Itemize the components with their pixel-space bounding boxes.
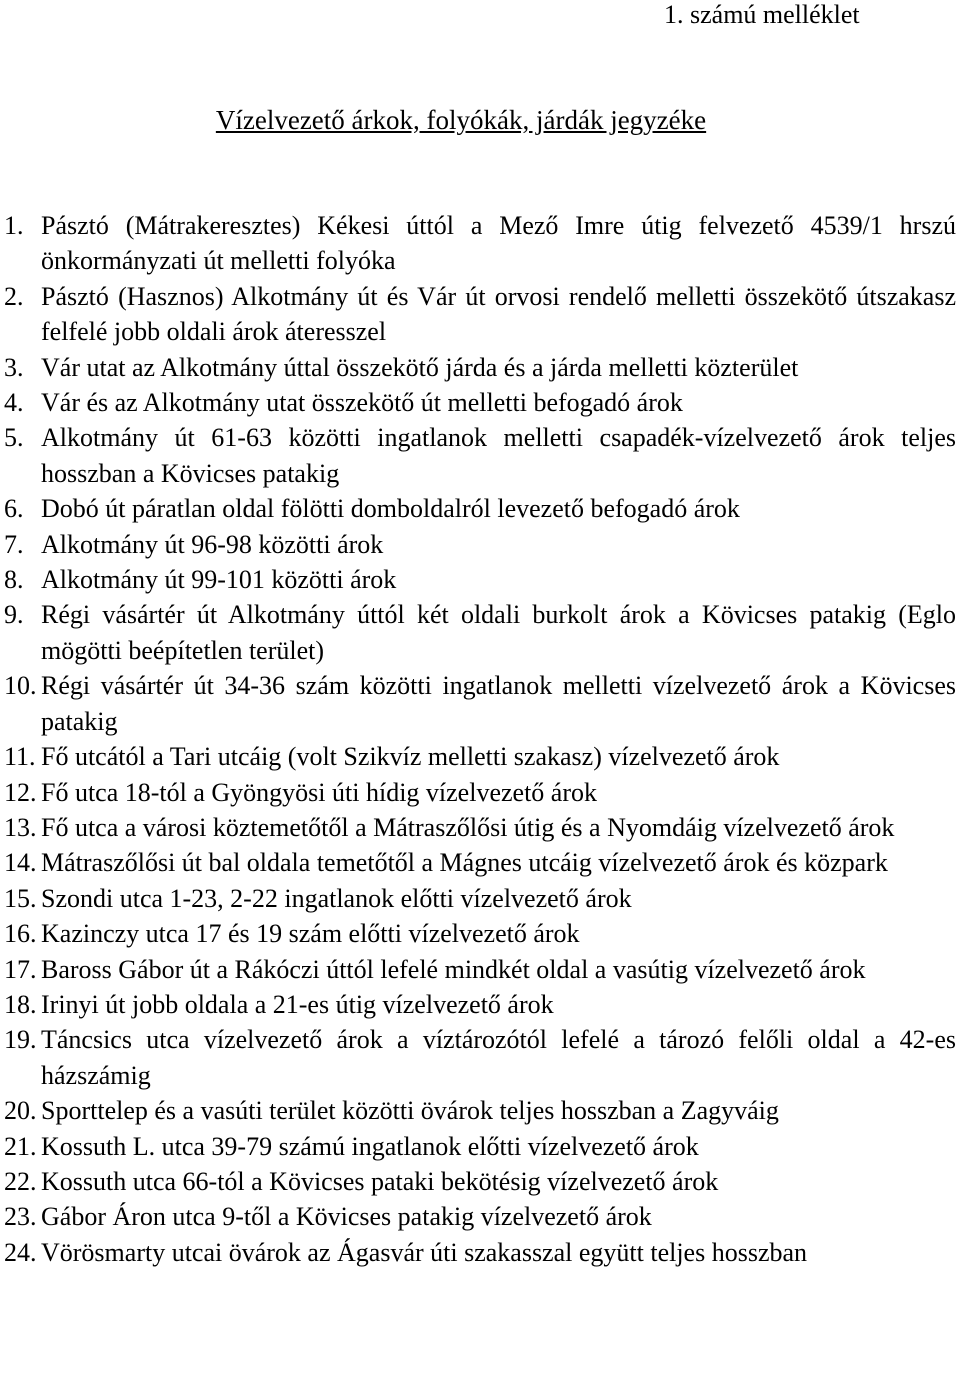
item-text: Fő utca a városi köztemetőtől a Mátraszőlősi útig és a Nyomdáig vízelvezető árok xyxy=(41,812,895,842)
item-text: Mátraszőlősi út bal oldala temetőtől a Mágnes utcáig vízelvezető árok és közpark xyxy=(41,848,888,878)
item-number: 8. xyxy=(4,565,24,595)
annex-label: 1. számú melléklet xyxy=(664,0,860,29)
item-text: Pásztó (Mátrakeresztes) Kékesi úttól a Mező Imre útig felvezető 4539/1 hrszú önkormányzati út melletti folyóka xyxy=(41,211,956,276)
drainage-list xyxy=(4,208,956,1270)
item-number: 13. xyxy=(4,812,37,842)
list-item xyxy=(4,1164,956,1199)
item-text: Fő utca 18-tól a Gyöngyösi úti hídig vízelvezető árok xyxy=(41,777,597,807)
list-item xyxy=(4,916,956,951)
list-item xyxy=(4,1093,956,1128)
list-item xyxy=(4,987,956,1022)
item-number: 23. xyxy=(4,1202,37,1232)
item-number: 12. xyxy=(4,777,37,807)
list-item xyxy=(4,385,956,420)
item-number: 4. xyxy=(4,388,24,418)
item-text: Vörösmarty utcai övárok az Ágasvár úti szakasszal együtt teljes hosszban xyxy=(41,1237,808,1267)
item-number: 19. xyxy=(4,1025,37,1055)
item-text: Dobó út páratlan oldal fölötti domboldalról levezető befogadó árok xyxy=(41,494,740,524)
list-item xyxy=(4,208,956,279)
item-text: Vár és az Alkotmány utat összekötő út melletti befogadó árok xyxy=(41,388,683,418)
item-number: 14. xyxy=(4,848,37,878)
item-text: Sporttelep és a vasúti terület közötti övárok teljes hosszban a Zagyváig xyxy=(41,1096,779,1126)
page-title: Vízelvezető árkok, folyókák, járdák jegyzéke xyxy=(215,105,707,135)
item-text: Irinyi út jobb oldala a 21-es útig vízelvezető árok xyxy=(41,989,554,1019)
list-item xyxy=(4,668,956,739)
item-text: Alkotmány út 61-63 közötti ingatlanok melletti csapadék-vízelvezető árok teljes hosszban a Kövicses patakig xyxy=(41,423,956,488)
item-number: 9. xyxy=(4,600,24,630)
list-item xyxy=(4,597,956,668)
item-text: Régi vásártér út Alkotmány úttól két oldali burkolt árok a Kövicses patakig (Eglo mögötti beépítetlen terület) xyxy=(41,600,956,665)
item-number: 6. xyxy=(4,494,24,524)
item-text: Kossuth L. utca 39-79 számú ingatlanok előtti vízelvezető árok xyxy=(41,1131,699,1161)
item-number: 22. xyxy=(4,1166,37,1196)
item-text: Vár utat az Alkotmány úttal összekötő járda és a járda melletti közterület xyxy=(41,352,799,382)
list-item xyxy=(4,881,956,916)
list-item xyxy=(4,1235,956,1270)
item-text: Kazinczy utca 17 és 19 szám előtti vízelvezető árok xyxy=(41,919,580,949)
item-number: 17. xyxy=(4,954,37,984)
item-text: Szondi utca 1-23, 2-22 ingatlanok előtti vízelvezető árok xyxy=(41,883,632,913)
item-number: 1. xyxy=(4,211,24,240)
list-item xyxy=(4,491,956,526)
list-item xyxy=(4,1129,956,1164)
item-number: 5. xyxy=(4,423,24,453)
list-item xyxy=(4,562,956,597)
list-item xyxy=(4,810,956,845)
list-item xyxy=(4,739,956,774)
list-item xyxy=(4,420,956,491)
item-text: Régi vásártér út 34-36 szám közötti ingatlanok melletti vízelvezető árok a Kövicses patakig xyxy=(41,671,956,736)
item-text: Gábor Áron utca 9-től a Kövicses patakig vízelvezető árok xyxy=(41,1202,652,1232)
item-number: 7. xyxy=(4,529,24,559)
item-number: 16. xyxy=(4,919,37,949)
item-text: Alkotmány út 96-98 közötti árok xyxy=(41,529,384,559)
item-number: 3. xyxy=(4,352,24,382)
list-item xyxy=(4,1199,956,1234)
list-item xyxy=(4,527,956,562)
list-item xyxy=(4,775,956,810)
list-item xyxy=(4,845,956,880)
item-text: Pásztó (Hasznos) Alkotmány út és Vár út orvosi rendelő melletti összekötő útszakasz felfelé jobb oldali árok áteresszel xyxy=(41,281,956,347)
item-number: 20. xyxy=(4,1096,37,1126)
item-number: 21. xyxy=(4,1131,37,1161)
item-text: Táncsics utca vízelvezető árok a víztározótól lefelé a tározó felőli oldal a 42-es házszámig xyxy=(41,1025,956,1090)
item-text: Kossuth utca 66-tól a Kövicses pataki bekötésig vízelvezető árok xyxy=(41,1166,719,1196)
item-text: Alkotmány út 99-101 közötti árok xyxy=(41,565,397,595)
list-item xyxy=(4,952,956,987)
list-item xyxy=(4,350,956,385)
item-number: 10. xyxy=(4,671,37,701)
list-item xyxy=(4,1022,956,1093)
list-item xyxy=(4,279,956,350)
item-number: 11. xyxy=(4,742,36,772)
item-number: 18. xyxy=(4,989,37,1019)
item-text: Fő utcától a Tari utcáig (volt Szikvíz melletti szakasz) vízelvezető árok xyxy=(41,742,780,772)
item-number: 15. xyxy=(4,883,37,913)
item-text: Baross Gábor út a Rákóczi úttól lefelé mindkét oldal a vasútig vízelvezető árok xyxy=(41,954,866,984)
item-number: 2. xyxy=(4,281,24,311)
item-number: 24. xyxy=(4,1237,37,1267)
